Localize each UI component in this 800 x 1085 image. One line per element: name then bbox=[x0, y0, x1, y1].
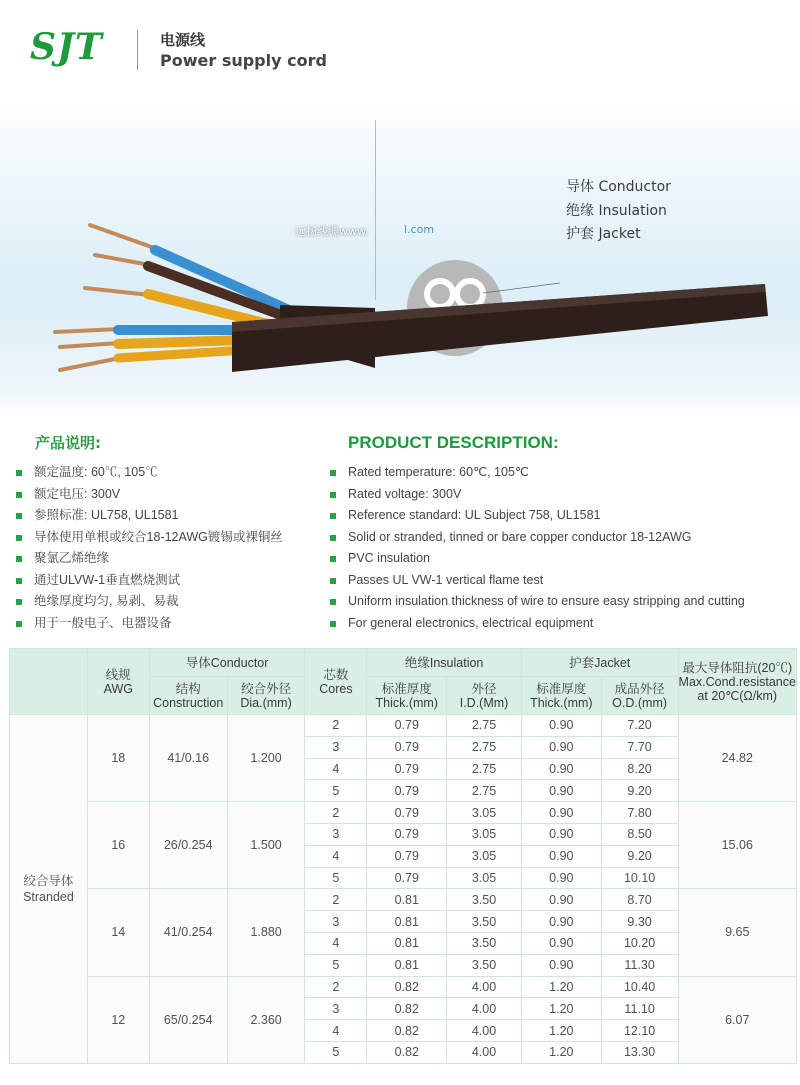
construction-cell: 26/0.254 bbox=[149, 802, 227, 889]
cores-cell: 2 bbox=[305, 889, 367, 911]
table-row bbox=[10, 976, 797, 998]
jk-thickness-cell: 0.90 bbox=[521, 780, 601, 802]
cores-cell: 5 bbox=[305, 867, 367, 889]
header-type bbox=[10, 649, 88, 715]
list-item: Passes UL VW-1 vertical flame test bbox=[328, 570, 745, 592]
bullet-square-icon bbox=[330, 578, 336, 584]
jk-od-cell: 8.50 bbox=[601, 823, 678, 845]
bullet-square-icon bbox=[16, 513, 22, 519]
jk-thickness-cell: 0.90 bbox=[521, 758, 601, 780]
awg-cell: 14 bbox=[87, 889, 149, 976]
jk-od-cell: 8.70 bbox=[601, 889, 678, 911]
page-header bbox=[0, 0, 800, 95]
ins-thickness-cell: 0.79 bbox=[367, 802, 447, 824]
ins-id-cell: 3.05 bbox=[447, 823, 522, 845]
cores-cell: 3 bbox=[305, 911, 367, 933]
header-ins-id: 外径 I.D.(Mm) bbox=[447, 677, 522, 715]
awg-cell: 12 bbox=[87, 976, 149, 1063]
list-item: 参照标准: UL758, UL1581 bbox=[14, 505, 283, 527]
cores-cell: 5 bbox=[305, 1041, 367, 1063]
cable-illustration bbox=[0, 100, 800, 420]
jk-thickness-cell: 0.90 bbox=[521, 845, 601, 867]
jk-od-cell: 9.30 bbox=[601, 911, 678, 933]
bullet-square-icon bbox=[330, 535, 336, 541]
watermark-tail: l.com bbox=[404, 223, 435, 236]
table-row bbox=[10, 715, 797, 737]
cores-cell: 4 bbox=[305, 1020, 367, 1042]
list-item: 额定电压: 300V bbox=[14, 484, 283, 506]
list-item: Uniform insulation thickness of wire to ensure easy stripping and cutting bbox=[328, 591, 745, 613]
header-insulation: 绝缘Insulation bbox=[367, 649, 522, 677]
list-item: 用于一般电子、电器设备 bbox=[14, 613, 283, 635]
cores-cell: 4 bbox=[305, 932, 367, 954]
list-item: 聚氯乙烯绝缘 bbox=[14, 548, 283, 570]
list-item: Rated temperature: 60℃, 105℃ bbox=[328, 462, 745, 484]
jk-thickness-cell: 1.20 bbox=[521, 998, 601, 1020]
list-item: Rated voltage: 300V bbox=[328, 484, 745, 506]
diameter-cell: 1.880 bbox=[227, 889, 305, 976]
spec-table bbox=[9, 648, 797, 1064]
ins-thickness-cell: 0.81 bbox=[367, 889, 447, 911]
bullet-square-icon bbox=[16, 470, 22, 476]
description-list-en bbox=[328, 462, 745, 634]
ins-id-cell: 3.50 bbox=[447, 911, 522, 933]
bullet-square-icon bbox=[16, 599, 22, 605]
resistance-cell: 6.07 bbox=[678, 976, 797, 1063]
description-list-cn bbox=[14, 462, 283, 634]
bullet-square-icon bbox=[330, 470, 336, 476]
jk-od-cell: 11.10 bbox=[601, 998, 678, 1020]
legend-conductor: 导体 Conductor bbox=[566, 179, 671, 195]
ins-id-cell: 4.00 bbox=[447, 1020, 522, 1042]
bullet-square-icon bbox=[16, 556, 22, 562]
ins-id-cell: 3.50 bbox=[447, 932, 522, 954]
ins-id-cell: 2.75 bbox=[447, 736, 522, 758]
header-resistance: 最大导体阻抗(20℃) Max.Cond.resistance at 20℃(Ω/km) bbox=[678, 649, 797, 715]
header-cores: 芯数 Cores bbox=[305, 649, 367, 715]
jk-thickness-cell: 0.90 bbox=[521, 911, 601, 933]
ins-thickness-cell: 0.82 bbox=[367, 998, 447, 1020]
ins-thickness-cell: 0.79 bbox=[367, 867, 447, 889]
header-conductor: 导体Conductor bbox=[149, 649, 305, 677]
cores-cell: 3 bbox=[305, 823, 367, 845]
jk-od-cell: 7.70 bbox=[601, 736, 678, 758]
bullet-square-icon bbox=[16, 492, 22, 498]
header-diameter: 绞合外径 Dia.(mm) bbox=[227, 677, 305, 715]
watermark: 远扬线缆www. bbox=[295, 225, 369, 238]
list-item: For general electronics, electrical equipment bbox=[328, 613, 745, 635]
header-construction: 结构 Construction bbox=[149, 677, 227, 715]
ins-id-cell: 2.75 bbox=[447, 780, 522, 802]
jk-thickness-cell: 1.20 bbox=[521, 1041, 601, 1063]
product-photo bbox=[0, 100, 800, 420]
header-divider bbox=[137, 30, 138, 70]
jk-od-cell: 7.20 bbox=[601, 715, 678, 737]
header-ins-thickness: 标准厚度 Thick.(mm) bbox=[367, 677, 447, 715]
jk-thickness-cell: 0.90 bbox=[521, 823, 601, 845]
cores-cell: 5 bbox=[305, 954, 367, 976]
jk-thickness-cell: 1.20 bbox=[521, 976, 601, 998]
header-jk-thickness: 标准厚度 Thick.(mm) bbox=[521, 677, 601, 715]
table-header bbox=[10, 649, 797, 715]
bullet-square-icon bbox=[330, 621, 336, 627]
awg-cell: 16 bbox=[87, 802, 149, 889]
jk-thickness-cell: 0.90 bbox=[521, 867, 601, 889]
ins-thickness-cell: 0.82 bbox=[367, 976, 447, 998]
ins-thickness-cell: 0.79 bbox=[367, 823, 447, 845]
header-jk-od: 成品外径 O.D.(mm) bbox=[601, 677, 678, 715]
jk-thickness-cell: 0.90 bbox=[521, 889, 601, 911]
ins-thickness-cell: 0.79 bbox=[367, 845, 447, 867]
jk-thickness-cell: 0.90 bbox=[521, 932, 601, 954]
bullet-square-icon bbox=[330, 556, 336, 562]
construction-cell: 41/0.16 bbox=[149, 715, 227, 802]
ins-thickness-cell: 0.81 bbox=[367, 954, 447, 976]
ins-id-cell: 3.05 bbox=[447, 802, 522, 824]
jk-od-cell: 10.10 bbox=[601, 867, 678, 889]
list-item: 绝缘厚度均匀, 易剥、易裁 bbox=[14, 591, 283, 613]
resistance-cell: 9.65 bbox=[678, 889, 797, 976]
ins-thickness-cell: 0.81 bbox=[367, 911, 447, 933]
cores-cell: 5 bbox=[305, 780, 367, 802]
list-item: Reference standard: UL Subject 758, UL1581 bbox=[328, 505, 745, 527]
cores-cell: 3 bbox=[305, 998, 367, 1020]
ins-thickness-cell: 0.81 bbox=[367, 932, 447, 954]
ins-id-cell: 4.00 bbox=[447, 1041, 522, 1063]
resistance-cell: 24.82 bbox=[678, 715, 797, 802]
list-item: PVC insulation bbox=[328, 548, 745, 570]
bullet-square-icon bbox=[16, 578, 22, 584]
jk-thickness-cell: 0.90 bbox=[521, 736, 601, 758]
header-awg: 线规 AWG bbox=[87, 649, 149, 715]
ins-id-cell: 3.50 bbox=[447, 889, 522, 911]
brand-logo: SJT bbox=[30, 26, 103, 68]
bullet-square-icon bbox=[330, 513, 336, 519]
list-item: 额定温度: 60℃, 105℃ bbox=[14, 462, 283, 484]
jk-od-cell: 12.10 bbox=[601, 1020, 678, 1042]
description-title-en: PRODUCT DESCRIPTION: bbox=[348, 433, 559, 452]
list-item: Solid or stranded, tinned or bare copper conductor 18-12AWG bbox=[328, 527, 745, 549]
table-row bbox=[10, 889, 797, 911]
ins-thickness-cell: 0.79 bbox=[367, 758, 447, 780]
jk-od-cell: 11.30 bbox=[601, 954, 678, 976]
ins-thickness-cell: 0.79 bbox=[367, 780, 447, 802]
ins-id-cell: 2.75 bbox=[447, 758, 522, 780]
jk-od-cell: 9.20 bbox=[601, 780, 678, 802]
cores-cell: 2 bbox=[305, 802, 367, 824]
jk-od-cell: 8.20 bbox=[601, 758, 678, 780]
jk-od-cell: 10.40 bbox=[601, 976, 678, 998]
header-jacket: 护套Jacket bbox=[521, 649, 678, 677]
legend-insulation: 绝缘 Insulation bbox=[566, 203, 667, 219]
jk-od-cell: 9.20 bbox=[601, 845, 678, 867]
construction-cell: 65/0.254 bbox=[149, 976, 227, 1063]
page-title-cn: 电源线 bbox=[160, 31, 206, 49]
table-row bbox=[10, 802, 797, 824]
bullet-square-icon bbox=[16, 535, 22, 541]
jk-thickness-cell: 0.90 bbox=[521, 715, 601, 737]
jk-thickness-cell: 1.20 bbox=[521, 1020, 601, 1042]
bullet-square-icon bbox=[330, 492, 336, 498]
ins-id-cell: 3.05 bbox=[447, 845, 522, 867]
cores-cell: 3 bbox=[305, 736, 367, 758]
cores-cell: 4 bbox=[305, 758, 367, 780]
jk-thickness-cell: 0.90 bbox=[521, 802, 601, 824]
description-title-cn: 产品说明: bbox=[35, 434, 101, 452]
diameter-cell: 2.360 bbox=[227, 976, 305, 1063]
diameter-cell: 1.200 bbox=[227, 715, 305, 802]
table-body bbox=[10, 715, 797, 1064]
jk-od-cell: 7.80 bbox=[601, 802, 678, 824]
ins-thickness-cell: 0.82 bbox=[367, 1020, 447, 1042]
cores-cell: 2 bbox=[305, 715, 367, 737]
ins-thickness-cell: 0.79 bbox=[367, 715, 447, 737]
ins-id-cell: 4.00 bbox=[447, 976, 522, 998]
list-item: 导体使用单根或绞合18-12AWG镀锡或裸铜丝 bbox=[14, 527, 283, 549]
jk-od-cell: 10.20 bbox=[601, 932, 678, 954]
awg-cell: 18 bbox=[87, 715, 149, 802]
construction-cell: 41/0.254 bbox=[149, 889, 227, 976]
jk-thickness-cell: 0.90 bbox=[521, 954, 601, 976]
ins-id-cell: 2.75 bbox=[447, 715, 522, 737]
cores-cell: 4 bbox=[305, 845, 367, 867]
resistance-cell: 15.06 bbox=[678, 802, 797, 889]
ins-id-cell: 3.50 bbox=[447, 954, 522, 976]
bullet-square-icon bbox=[330, 599, 336, 605]
cores-cell: 2 bbox=[305, 976, 367, 998]
type-cell: 绞合导体 Stranded bbox=[10, 715, 88, 1064]
ins-id-cell: 3.05 bbox=[447, 867, 522, 889]
bullet-square-icon bbox=[16, 621, 22, 627]
jk-od-cell: 13.30 bbox=[601, 1041, 678, 1063]
ins-id-cell: 4.00 bbox=[447, 998, 522, 1020]
list-item: 通过ULVW-1垂直燃烧测试 bbox=[14, 570, 283, 592]
diameter-cell: 1.500 bbox=[227, 802, 305, 889]
ins-thickness-cell: 0.82 bbox=[367, 1041, 447, 1063]
legend-jacket: 护套 Jacket bbox=[566, 226, 641, 242]
ins-thickness-cell: 0.79 bbox=[367, 736, 447, 758]
page-title-en: Power supply cord bbox=[160, 51, 327, 70]
